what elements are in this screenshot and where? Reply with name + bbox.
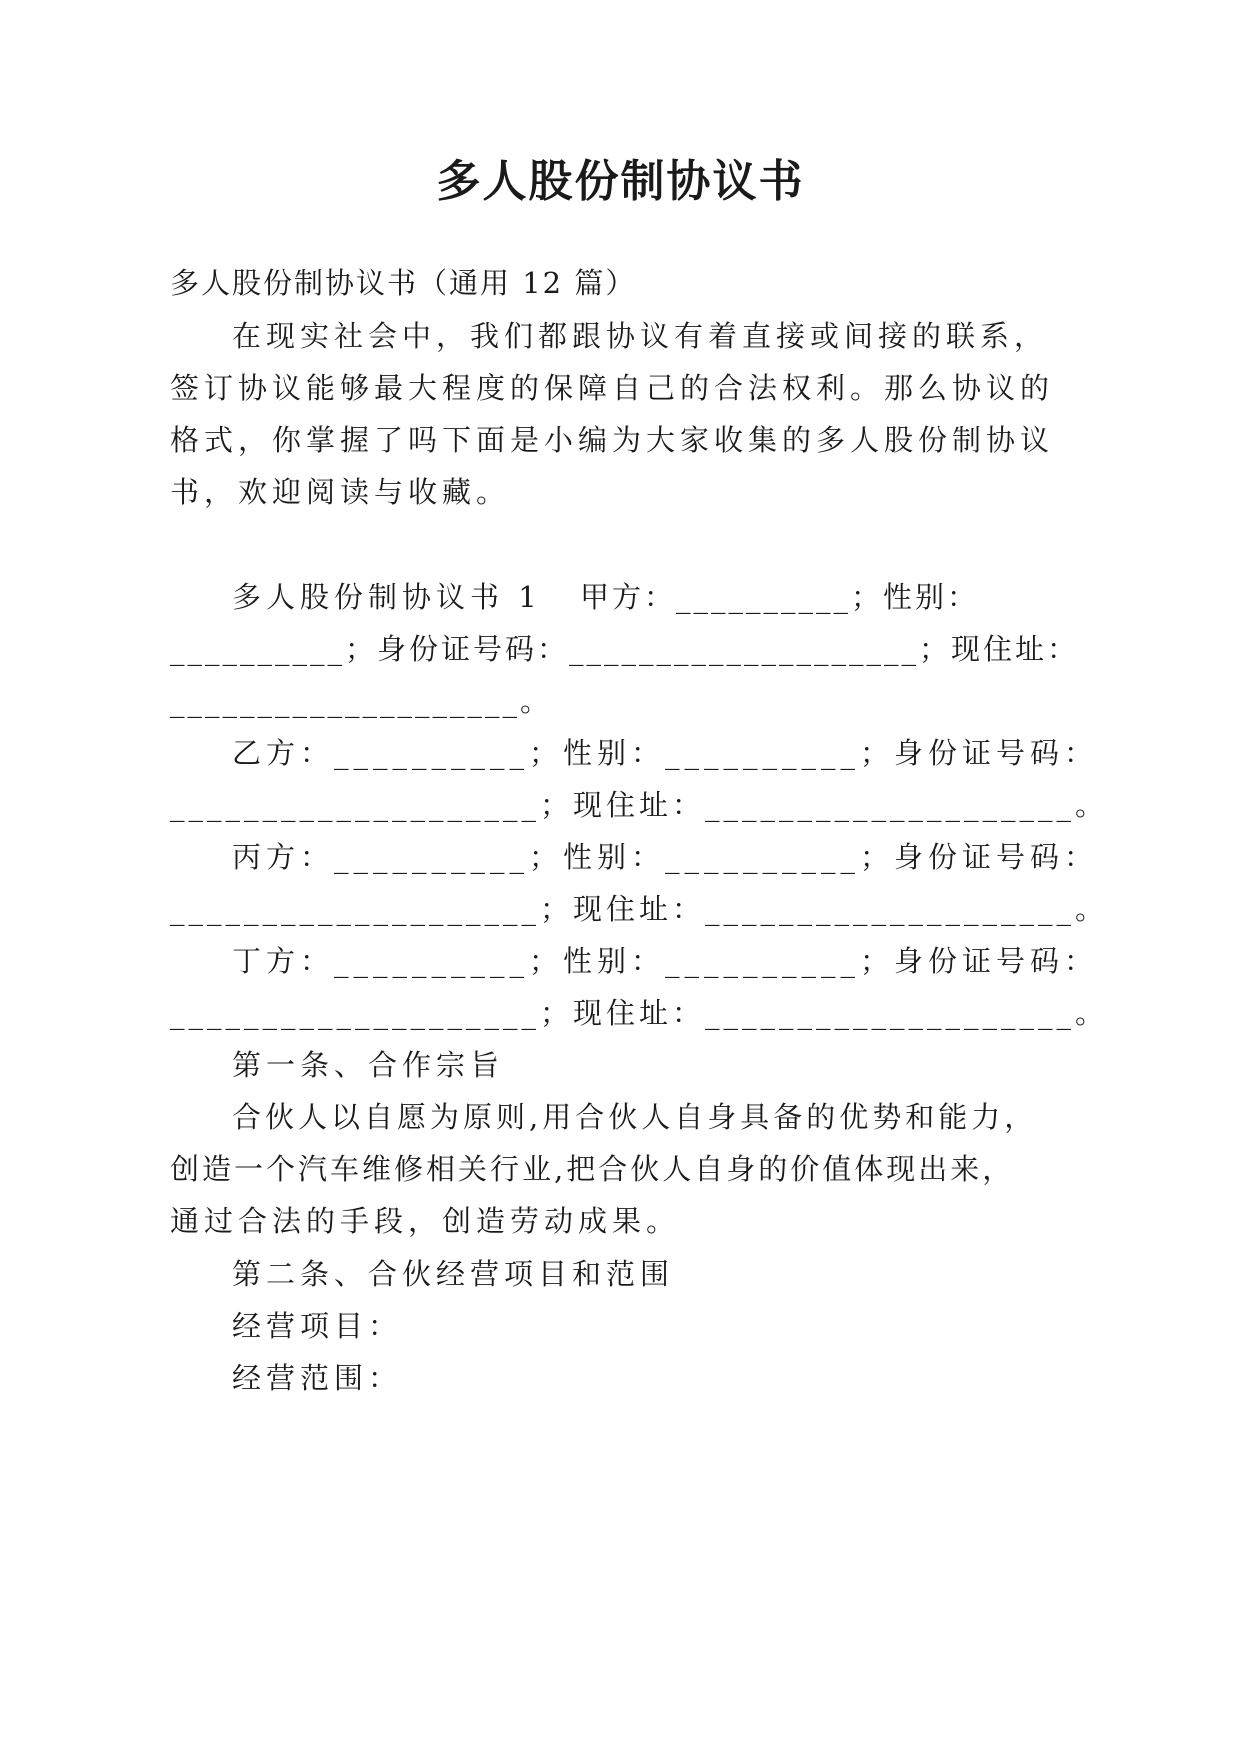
article-2-item-2: 经营范围：: [232, 1361, 403, 1395]
article-2-item-1: 经营项目：: [232, 1309, 403, 1343]
document-subtitle: 多人股份制协议书（通用 12 篇）: [170, 266, 637, 300]
intro-line-4: 书，欢迎阅读与收藏。: [170, 475, 511, 509]
agreement-heading-1: 多人股份制协议书 1: [232, 580, 542, 614]
party-b-line-2: ____________________；现住址：____________________。: [170, 788, 1109, 822]
party-d-line-2: ____________________；现住址：____________________。: [170, 996, 1109, 1030]
article-1-line-1: 合伙人以自愿为原则,用合伙人自身具备的优势和能力，: [232, 1100, 1038, 1134]
intro-line-1: 在现实社会中，我们都跟协议有着直接或间接的联系，: [232, 319, 1049, 353]
intro-line-3: 格式，你掌握了吗下面是小编为大家收集的多人股份制协议: [170, 423, 1055, 457]
party-b-line-1: 乙方：__________；性别：__________；身份证号码：: [232, 736, 1099, 770]
party-a-line-3: ____________________。: [170, 684, 553, 718]
article-1-line-2: 创造一个汽车维修相关行业,把合伙人自身的价值体现出来，: [170, 1152, 1015, 1186]
article-1-heading: 第一条、合作宗旨: [232, 1048, 505, 1082]
party-d-line-1: 丁方：__________；性别：__________；身份证号码：: [232, 944, 1099, 978]
article-2-heading: 第二条、合伙经营项目和范围: [232, 1257, 675, 1291]
party-c-line-2: ____________________；现住址：____________________。: [170, 892, 1109, 926]
party-a-line-2: __________；身份证号码：____________________；现住址：: [170, 632, 1080, 666]
party-a-line-1: 甲方：__________；性别：: [580, 580, 980, 614]
party-c-line-1: 丙方：__________；性别：__________；身份证号码：: [232, 840, 1099, 874]
article-1-line-3: 通过合法的手段，创造劳动成果。: [170, 1204, 681, 1238]
intro-line-2: 签订协议能够最大程度的保障自己的合法权利。那么协议的: [170, 371, 1055, 405]
document-title: 多人股份制协议书: [436, 156, 805, 207]
